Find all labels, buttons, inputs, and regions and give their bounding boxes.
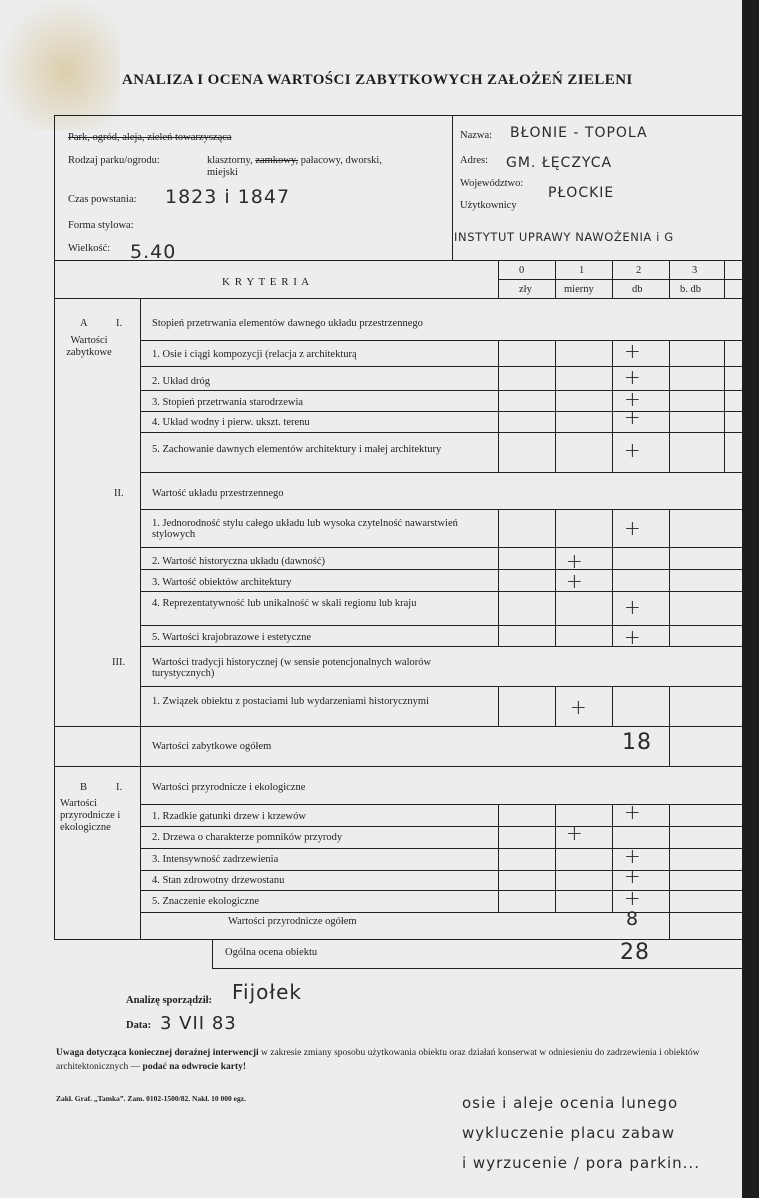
analysis-signature: Fijołek xyxy=(232,980,302,1004)
section-b-letter: B xyxy=(80,782,88,793)
frame-left xyxy=(54,115,55,939)
criterion-b-1: 1. Rzadkie gatunki drzew i krzewów xyxy=(152,811,306,822)
score-2-word: db xyxy=(632,284,643,295)
mark-a2-1: + xyxy=(624,516,641,540)
grid-col xyxy=(498,804,499,912)
criterion-a2-3: 3. Wartość obiektów architektury xyxy=(152,577,292,588)
row-line xyxy=(140,340,742,341)
mark-a2-2: + xyxy=(566,549,583,573)
criterion-a1-2: 2. Układ dróg xyxy=(152,376,211,387)
score-3-word: b. db xyxy=(680,284,701,295)
kind-options: klasztorny, zamkowy, pałacowy, dworski, xyxy=(207,155,382,166)
name-label: Nazwa: xyxy=(460,130,493,141)
mark-a2-3: + xyxy=(566,569,583,593)
criterion-a1-3: 3. Stopień przetrwania starodrzewia xyxy=(152,397,304,408)
row-line xyxy=(140,366,742,367)
grid-col xyxy=(612,340,613,432)
mark-a2-5: + xyxy=(624,625,641,649)
total-b-label: Wartości przyrodnicze ogółem xyxy=(228,916,357,927)
grid-col xyxy=(612,804,613,912)
section-a-group-2-num: II. xyxy=(114,488,124,499)
grid-col xyxy=(555,432,556,472)
group-3-title: Wartości tradycji historycznej (w sensie potencjonalnych walorów turystycznych) xyxy=(152,657,432,679)
size-label: Wielkość: xyxy=(68,243,111,254)
grid-col xyxy=(724,432,725,472)
section-b-num: I. xyxy=(116,782,123,793)
mark-a1-4: + xyxy=(624,405,641,429)
group-2-title: Wartość układu przestrzennego xyxy=(152,488,284,499)
row-line xyxy=(140,390,742,391)
address-value: GM. ŁĘCZYCA xyxy=(506,155,613,171)
section-a-letter: A xyxy=(80,318,88,329)
users-value: INSTYTUT UPRAWY NAWOŻENIA i G xyxy=(454,230,674,244)
section-b-name: Wartości przyrodnicze i ekologiczne xyxy=(60,798,121,833)
grid-col xyxy=(612,686,613,726)
handwritten-note-line-2: wykluczenie placu zabaw xyxy=(462,1124,675,1142)
handwritten-note-line-3: i wyrzucenie / pora parkin... xyxy=(462,1154,700,1172)
section-a-group-1-num: I. xyxy=(116,318,123,329)
grid-col xyxy=(498,340,499,432)
date-value: 3 VII 83 xyxy=(160,1013,237,1034)
criterion-a1-1: 1. Osie i ciągi kompozycji (relacja z architekturą xyxy=(152,349,357,360)
score-0-word: zły xyxy=(519,284,532,295)
mark-a1-1: + xyxy=(624,339,641,363)
handwritten-note-line-1: osie i aleje ocenia lunego xyxy=(462,1094,679,1112)
kryteria-col-0 xyxy=(498,260,499,298)
score-1-word: mierny xyxy=(564,284,594,295)
row-line xyxy=(140,472,742,473)
row-line xyxy=(140,591,742,592)
mark-a2-4: + xyxy=(624,595,641,619)
voivodeship-label: Województwo: xyxy=(460,178,524,189)
mark-a1-5: + xyxy=(624,438,641,462)
paper-stain xyxy=(0,0,120,130)
grid-col xyxy=(669,340,670,432)
grid-col xyxy=(555,509,556,646)
size-value: 5.40 xyxy=(130,241,177,263)
score-2-num: 2 xyxy=(636,265,642,276)
criterion-a2-5: 5. Wartości krajobrazowe i estetyczne xyxy=(152,632,312,643)
total-b-value: 8 xyxy=(626,908,640,930)
grid-col xyxy=(612,509,613,646)
grid-col xyxy=(669,804,670,912)
section-b-title: Wartości przyrodnicze i ekologiczne xyxy=(152,782,306,793)
mark-a1-2: + xyxy=(624,365,641,389)
criterion-a2-1: 1. Jednorodność stylu całego układu lub wysoka czytelność nawarstwień stylowych xyxy=(152,518,458,540)
grid-col xyxy=(498,686,499,726)
group-1-title: Stopień przetrwania elementów dawnego układu przestrzennego xyxy=(152,318,423,329)
mark-a3-1: + xyxy=(570,695,587,719)
row-line xyxy=(140,890,742,891)
grid-col xyxy=(555,686,556,726)
criterion-b-3: 3. Intensywność zadrzewienia xyxy=(152,854,279,865)
kryteria-col-3 xyxy=(669,260,670,298)
criterion-a3-1: 1. Związek obiektu z postaciami lub wydarzeniami historycznymi xyxy=(152,696,429,707)
kryteria-col-4 xyxy=(724,260,725,298)
row-line xyxy=(140,625,742,626)
kryteria-header: K R Y T E R I A xyxy=(222,276,311,288)
type-label: Park, ogród, aleja, zieleń towarzysząca xyxy=(68,132,232,143)
form-title: ANALIZA I OCENA WARTOŚCI ZABYTKOWYCH ZAŁOŻEŃ ZIELENI xyxy=(122,72,633,88)
users-label: Użytkownicy xyxy=(460,200,517,211)
criterion-a1-5: 5. Zachowanie dawnych elementów architektury i małej architektury xyxy=(152,444,442,455)
grid-col xyxy=(669,509,670,646)
row-line xyxy=(140,826,742,827)
grid-col xyxy=(669,726,670,766)
row-line xyxy=(140,912,742,913)
kryteria-col-2 xyxy=(612,260,613,298)
grid-col xyxy=(669,686,670,726)
row-line xyxy=(140,569,742,570)
mark-b-4: + xyxy=(624,864,641,888)
grid-col xyxy=(555,804,556,912)
intervention-note: Uwaga dotycząca koniecznej doraźnej interwencji w zakresie zmiany sposobu użytkowania obiektu oraz działań konserwat w odniesieniu do zadrzewienia i obiektów architektonicznych — podać na odwrocie karty! xyxy=(56,1048,700,1072)
grid-col xyxy=(724,340,725,432)
row-line xyxy=(140,411,742,412)
grid-col xyxy=(669,912,670,939)
section-a-divider xyxy=(140,298,141,939)
name-value: BŁONIE - TOPOLA xyxy=(510,125,648,141)
overall-bottom xyxy=(212,968,742,969)
criterion-a1-4: 4. Układ wodny i pierw. ukszt. terenu xyxy=(152,417,310,428)
mark-b-3: + xyxy=(624,844,641,868)
date-label: Data: xyxy=(126,1020,152,1031)
analysis-label: Analizę sporządził: xyxy=(126,995,213,1006)
style-label: Forma stylowa: xyxy=(68,220,134,231)
mark-b-2: + xyxy=(566,821,583,845)
row-line xyxy=(140,870,742,871)
overall-value: 28 xyxy=(620,940,650,965)
mark-a1-3: + xyxy=(624,387,641,411)
row-line xyxy=(140,848,742,849)
kryteria-col-1 xyxy=(555,260,556,298)
time-value: 1823 i 1847 xyxy=(165,186,291,208)
score-3-num: 3 xyxy=(692,265,698,276)
address-label: Adres: xyxy=(460,155,488,166)
kind-option-city: miejski xyxy=(207,167,238,178)
section-a-name: Wartości zabytkowe xyxy=(66,335,112,358)
kind-label: Rodzaj parku/ogrodu: xyxy=(68,155,160,166)
kryteria-bottom xyxy=(54,298,742,299)
voivodeship-value: PŁOCKIE xyxy=(548,185,615,201)
grid-col xyxy=(498,432,499,472)
row-line xyxy=(140,547,742,548)
grid-col xyxy=(498,509,499,646)
grid-col xyxy=(612,432,613,472)
total-a-label: Wartości zabytkowe ogółem xyxy=(152,741,272,752)
printer-info: Zakł. Graf. „Tamka”. Zam. 0102-1500/82. Nakł. 10 000 egz. xyxy=(56,1094,246,1103)
criterion-b-2: 2. Drzewa o charakterze pomników przyrody xyxy=(152,832,343,843)
row-line xyxy=(140,804,742,805)
row-line xyxy=(140,646,742,647)
row-line xyxy=(54,726,742,727)
score-1-num: 1 xyxy=(579,265,585,276)
grid-col xyxy=(555,340,556,432)
section-a-group-3-num: III. xyxy=(112,657,126,668)
row-line xyxy=(140,509,742,510)
score-0-num: 0 xyxy=(519,265,525,276)
overall-label: Ogólna ocena obiektu xyxy=(225,947,318,958)
kryteria-mid xyxy=(498,279,742,280)
mark-b-5: + xyxy=(624,886,641,910)
criterion-a2-2: 2. Wartość historyczna układu (dawność) xyxy=(152,556,326,567)
grid-col xyxy=(669,432,670,472)
criterion-a2-4: 4. Reprezentatywność lub unikalność w skali regionu lub kraju xyxy=(152,598,417,609)
overall-left xyxy=(212,939,213,968)
criterion-b-5: 5. Znaczenie ekologiczne xyxy=(152,896,259,907)
total-a-value: 18 xyxy=(622,730,652,755)
criterion-b-4: 4. Stan zdrowotny drzewostanu xyxy=(152,875,285,886)
section-a-bottom xyxy=(54,766,742,767)
mark-b-1: + xyxy=(624,800,641,824)
frame-top xyxy=(54,115,742,116)
row-line xyxy=(140,432,742,433)
row-line xyxy=(140,686,742,687)
time-label: Czas powstania: xyxy=(68,194,137,205)
